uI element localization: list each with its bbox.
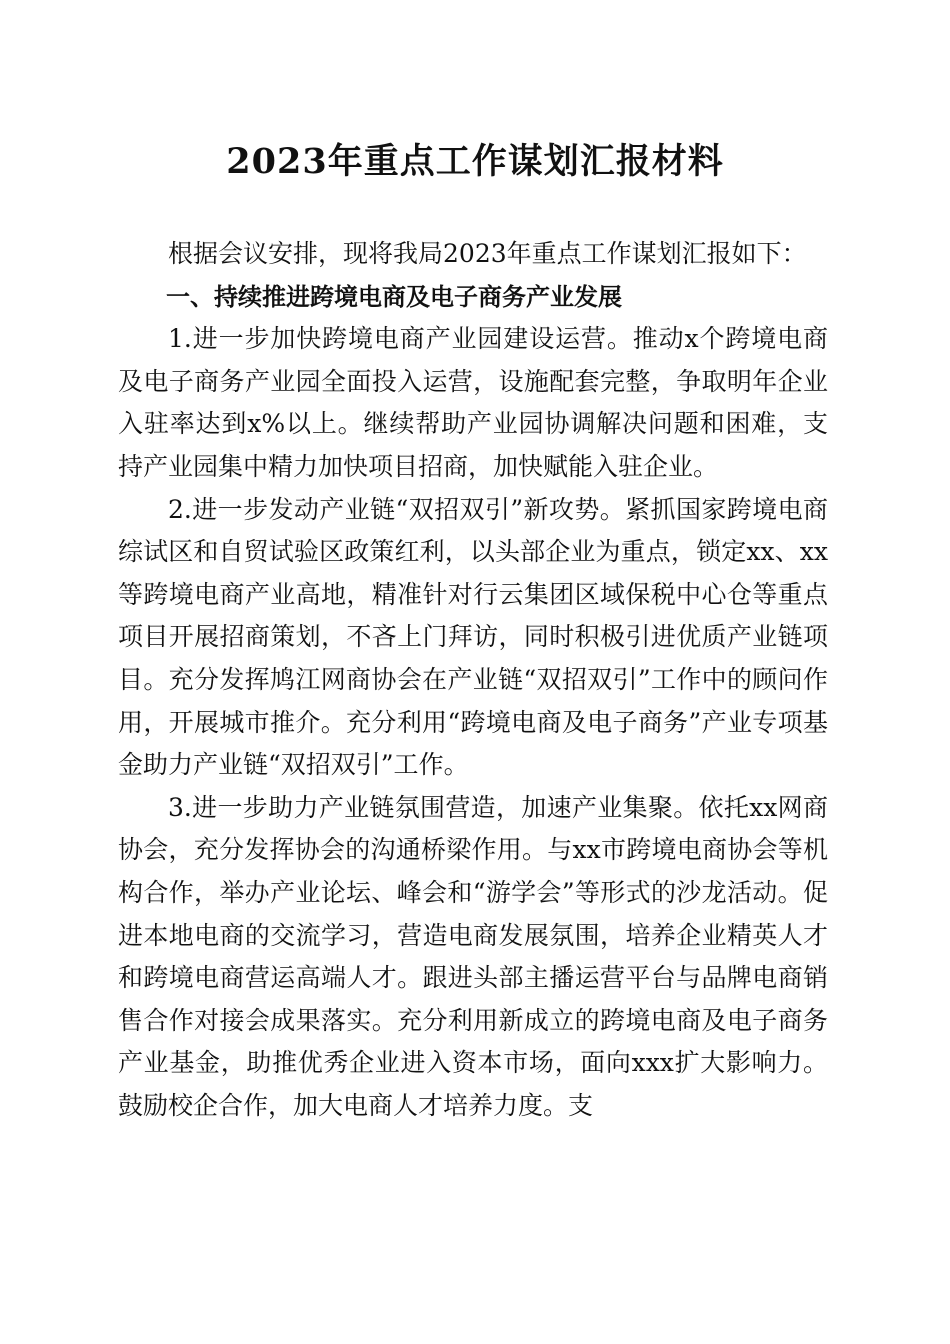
- document-body: [118, 233, 828, 1127]
- section-heading: 一、持续推进跨境电商及电子商务产业发展: [166, 282, 622, 311]
- paragraph-1: 1.进一步加快跨境电商产业园建设运营。推动x个跨境电商及电子商务产业园全面投入运营，设施配套完整，争取明年企业入驻率达到x%以上。继续帮助产业园协调解决问题和困难，支持产业园集中精力加快项目招商，加快赋能入驻企业。: [118, 324, 828, 481]
- paragraph-3: 3.进一步助力产业链氛围营造，加速产业集聚。依托xx网商协会，充分发挥协会的沟通桥梁作用。与xx市跨境电商协会等机构合作，举办产业论坛、峰会和“游学会”等形式的沙龙活动。促进本地电商的交流学习，营造电商发展氛围，培养企业精英人才和跨境电商营运高端人才。跟进头部主播运营平台与品牌电商销售合作对接会成果落实。充分利用新成立的跨境电商及电子商务产业基金，助推优秀企业进入资本市场，面向xxx扩大影响力。鼓励校企合作，加大电商人才培养力度。支: [118, 792, 828, 1120]
- paragraph-2: 2.进一步发动产业链“双招双引”新攻势。紧抓国家跨境电商综试区和自贸试验区政策红利，以头部企业为重点，锁定xx、xx等跨境电商产业高地，精准针对行云集团区域保税中心仓等重点项目开展招商策划，不吝上门拜访，同时积极引进优质产业链项目。充分发挥鸠江网商协会在产业链“双招双引”工作中的顾问作用，开展城市推介。充分利用“跨境电商及电子商务”产业专项基金助力产业链“双招双引”工作。: [118, 494, 828, 780]
- document-title: 2023年重点工作谋划汇报材料: [226, 141, 724, 182]
- intro-paragraph: 根据会议安排，现将我局2023年重点工作谋划汇报如下：: [168, 239, 807, 268]
